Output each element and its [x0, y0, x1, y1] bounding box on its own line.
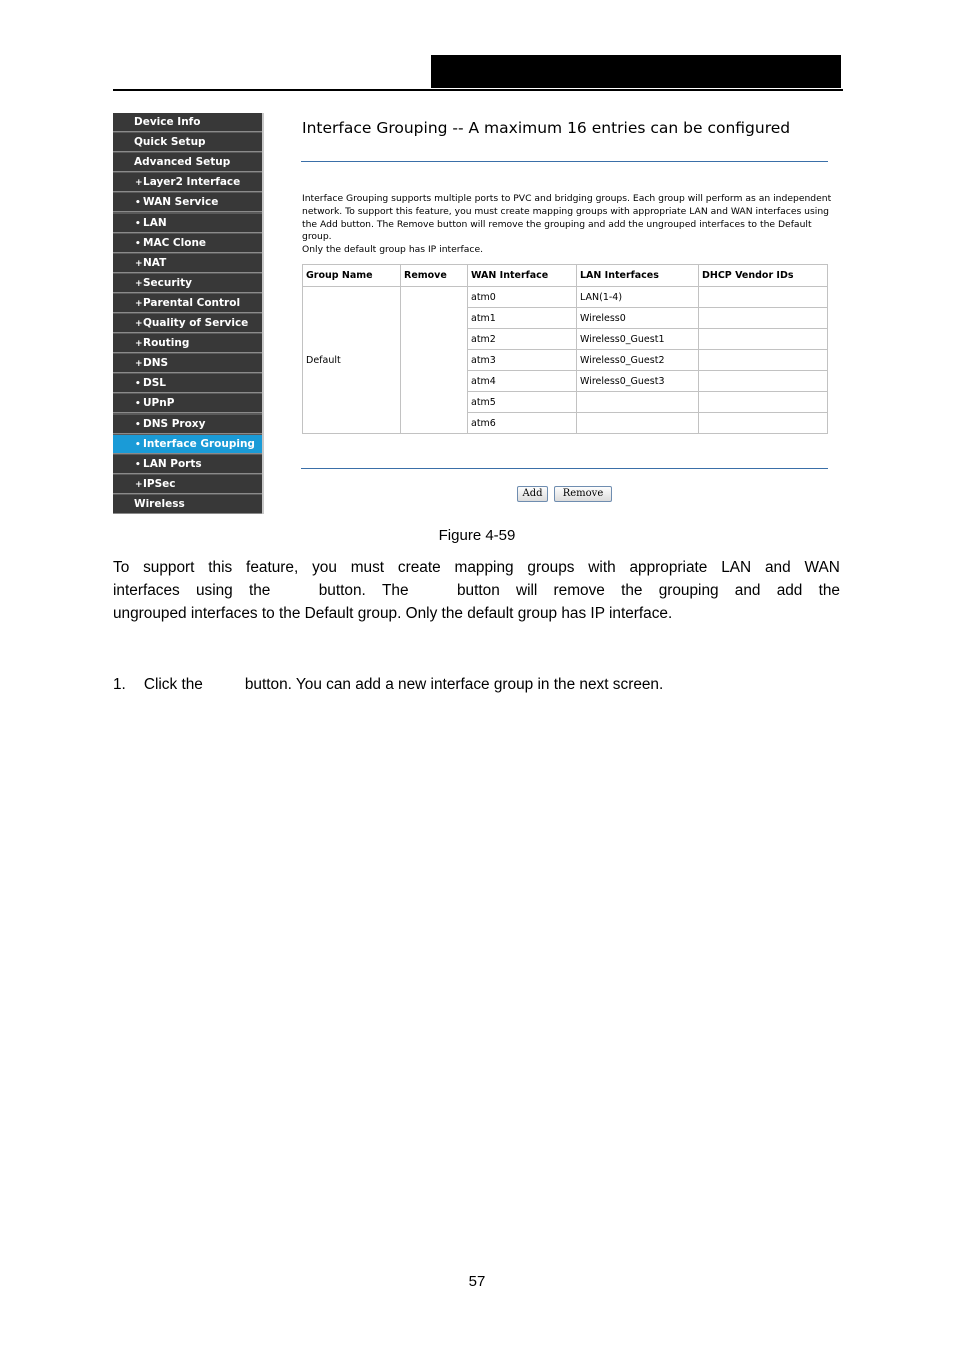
- description-line: Interface Grouping supports multiple ports to PVC and bridging groups. Each group will perform as an independent: [302, 193, 832, 204]
- page-title: Interface Grouping -- A maximum 16 entries can be configured: [302, 119, 791, 137]
- main-panel: [264, 113, 841, 514]
- wan-cell: atm2: [468, 329, 577, 350]
- paragraph-word: button.: [318, 582, 366, 599]
- paragraph-word: this: [208, 559, 233, 576]
- sidebar-item-device-info[interactable]: [113, 113, 262, 132]
- step-text-after: button. You can add a new interface group in the next screen.: [244, 676, 664, 693]
- sidebar-item-mac-clone[interactable]: [113, 234, 262, 253]
- paragraph-word: remove: [553, 582, 605, 599]
- paragraph-word: support: [143, 559, 195, 576]
- lan-cell: Wireless0: [577, 308, 699, 329]
- paragraph-line: [113, 602, 840, 625]
- sidebar-item-label: DSL: [143, 377, 166, 390]
- bullet-icon: •: [135, 399, 141, 410]
- remove-cell: [401, 287, 468, 434]
- paragraph-word: [287, 579, 303, 602]
- paragraph-word: interfaces: [113, 582, 180, 599]
- wan-cell: atm0: [468, 287, 577, 308]
- bullet-icon: +: [135, 298, 143, 309]
- bullet-icon: •: [135, 198, 141, 209]
- interface-group-table: [302, 264, 828, 434]
- sidebar-item-advanced-setup[interactable]: [113, 153, 262, 172]
- sidebar-item-label: WAN Service: [143, 196, 219, 209]
- dhcp-cell: [699, 329, 828, 350]
- sidebar-item-label: LAN: [143, 216, 167, 229]
- bottom-divider: [301, 468, 828, 469]
- wan-cell: atm1: [468, 308, 577, 329]
- paragraph-word: grouping: [658, 582, 719, 599]
- sidebar-item-label: Interface Grouping: [143, 437, 255, 450]
- sidebar-item-security[interactable]: [113, 274, 262, 293]
- dhcp-cell: [699, 308, 828, 329]
- bullet-icon: •: [135, 379, 141, 390]
- bullet-icon: +: [135, 258, 143, 269]
- lan-cell: Wireless0_Guest1: [577, 329, 699, 350]
- wan-cell: atm4: [468, 371, 577, 392]
- paragraph-line: [113, 556, 840, 579]
- paragraph-word: LAN: [721, 559, 752, 576]
- bullet-icon: •: [135, 459, 141, 470]
- sidebar-item-interface-grouping[interactable]: [113, 435, 262, 454]
- col-group-name: Group Name: [303, 265, 401, 287]
- bullet-icon: +: [135, 319, 143, 329]
- col-dhcp-vendor-ids: DHCP Vendor IDs: [699, 265, 828, 287]
- paragraph-word: button: [456, 582, 500, 599]
- paragraph-word: you: [312, 559, 337, 576]
- lan-cell: Wireless0_Guest3: [577, 371, 699, 392]
- bullet-icon: •: [135, 238, 141, 249]
- sidebar-item-label: DNS: [143, 357, 169, 370]
- dhcp-cell: [699, 287, 828, 308]
- header-bar: [431, 55, 841, 88]
- sidebar-item-label: MAC Clone: [143, 236, 207, 249]
- lan-cell: [577, 413, 699, 434]
- sidebar-item-label: Quick Setup: [134, 136, 206, 149]
- paragraph-word: the: [621, 582, 643, 599]
- paragraph-word: WAN: [804, 559, 840, 576]
- group-name-cell: Default: [303, 287, 401, 434]
- paragraph-word: ungrouped interfaces to the Default group. Only the default group has IP interface.: [113, 605, 673, 622]
- col-remove: Remove: [401, 265, 468, 287]
- page-number: 57: [468, 1273, 486, 1290]
- sidebar-item-wan-service[interactable]: [113, 193, 262, 212]
- sidebar-item-upnp[interactable]: [113, 394, 262, 413]
- dhcp-cell: [699, 413, 828, 434]
- sidebar-item-lan-ports[interactable]: [113, 455, 262, 474]
- wan-cell: atm5: [468, 392, 577, 413]
- sidebar-item-label: UPnP: [143, 397, 175, 410]
- sidebar-item-dsl[interactable]: [113, 374, 262, 393]
- paragraph-line: [113, 579, 840, 602]
- paragraph-word: and: [734, 582, 761, 599]
- paragraph-word: create: [397, 559, 441, 576]
- description-line: the Add button. The Remove button will remove the grouping and add the ungrouped interfaces to the Default group.: [302, 218, 812, 243]
- description-line: Only the default group has IP interface.: [302, 244, 484, 256]
- remove-button[interactable]: Remove: [554, 486, 612, 502]
- sidebar-item-label: Advanced Setup: [134, 156, 231, 169]
- col-lan-interfaces: LAN Interfaces: [577, 265, 699, 287]
- title-divider: [301, 161, 828, 162]
- paragraph-word: groups: [527, 559, 575, 576]
- table-row: [303, 287, 828, 308]
- step-text-before: Click the: [143, 676, 203, 693]
- paragraph-word: To: [113, 559, 130, 576]
- sidebar-item-ipsec[interactable]: [113, 475, 262, 494]
- sidebar-item-label: Quality of Service: [143, 317, 249, 329]
- figure-caption: Figure 4-59: [438, 527, 516, 544]
- sidebar: [113, 113, 264, 514]
- paragraph-word: [425, 579, 441, 602]
- dhcp-cell: [699, 350, 828, 371]
- paragraph-word: the: [818, 582, 840, 599]
- sidebar-item-nat[interactable]: [113, 254, 262, 273]
- paragraph-word: appropriate: [629, 559, 708, 576]
- bullet-icon: •: [135, 218, 141, 229]
- bullet-icon: •: [135, 419, 141, 430]
- add-button[interactable]: Add: [517, 486, 548, 502]
- sidebar-item-label: Routing: [143, 337, 190, 350]
- sidebar-item-layer2-interface[interactable]: [113, 173, 262, 192]
- sidebar-item-label: Security: [143, 276, 193, 289]
- bullet-icon: •: [135, 439, 141, 450]
- sidebar-item-routing[interactable]: [113, 334, 262, 353]
- sidebar-item-label: DNS Proxy: [143, 417, 206, 430]
- col-wan-interface: WAN Interface: [468, 265, 577, 287]
- paragraph-word: and: [764, 559, 791, 576]
- bullet-icon: +: [135, 178, 143, 189]
- lan-cell: LAN(1-4): [577, 287, 699, 308]
- step-1: [113, 676, 663, 694]
- paragraph-word: the: [248, 582, 271, 599]
- lan-cell: Wireless0_Guest2: [577, 350, 699, 371]
- sidebar-item-label: Device Info: [134, 116, 201, 128]
- paragraph-word: The: [382, 582, 409, 599]
- sidebar-item-label: Wireless: [134, 497, 185, 510]
- sidebar-item-parental-control[interactable]: [113, 294, 262, 313]
- table-header-row: [303, 265, 828, 287]
- description: [302, 193, 832, 257]
- bullet-icon: +: [135, 479, 143, 490]
- sidebar-item-label: Layer2 Interface: [143, 176, 241, 189]
- lan-cell: [577, 392, 699, 413]
- sidebar-item-label: Parental Control: [143, 296, 241, 309]
- paragraph-word: will: [515, 582, 538, 599]
- sidebar-item-label: NAT: [143, 256, 167, 269]
- router-ui-screenshot: [113, 113, 841, 514]
- body-paragraph: [113, 556, 840, 625]
- sidebar-item-dns-proxy[interactable]: [113, 415, 262, 434]
- wan-cell: atm3: [468, 350, 577, 371]
- description-line: network. To support this feature, you must create mapping groups with appropriate LAN and WAN interfaces using: [302, 205, 830, 217]
- paragraph-word: using: [195, 582, 233, 599]
- sidebar-item-quick-setup[interactable]: [113, 133, 262, 152]
- dhcp-cell: [699, 392, 828, 413]
- sidebar-item-lan[interactable]: [113, 214, 262, 233]
- sidebar-item-label: IPSec: [143, 477, 176, 490]
- paragraph-word: mapping: [454, 559, 514, 576]
- paragraph-word: with: [588, 559, 616, 576]
- step-number: 1.: [113, 676, 126, 693]
- sidebar-item-label: LAN Ports: [143, 457, 202, 470]
- sidebar-item-dns[interactable]: [113, 354, 262, 373]
- header-rule: [113, 89, 843, 91]
- sidebar-item-wireless[interactable]: [113, 495, 262, 514]
- bullet-icon: +: [135, 278, 143, 289]
- dhcp-cell: [699, 371, 828, 392]
- paragraph-word: must: [350, 559, 385, 576]
- bullet-icon: +: [135, 339, 143, 350]
- sidebar-item-quality-of-service[interactable]: [113, 314, 262, 333]
- paragraph-word: feature,: [246, 559, 299, 576]
- wan-cell: atm6: [468, 413, 577, 434]
- paragraph-word: add: [776, 582, 803, 599]
- bullet-icon: +: [135, 359, 143, 370]
